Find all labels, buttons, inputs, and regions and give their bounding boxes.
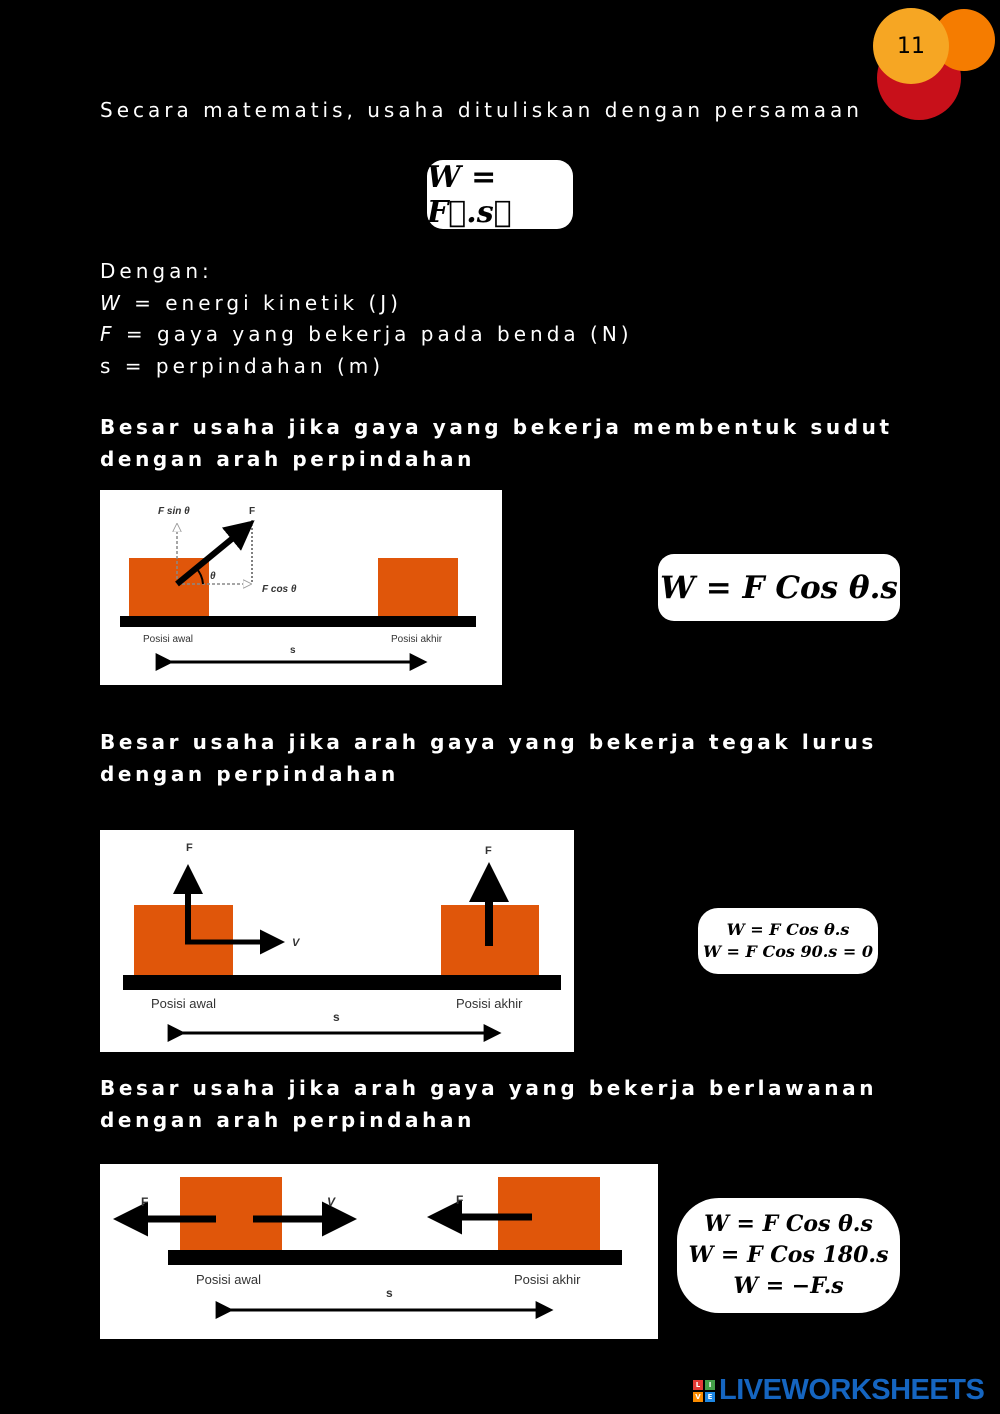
diagram-opposite-svg [100, 1164, 658, 1339]
label-f: F [186, 842, 193, 854]
ground [168, 1250, 622, 1265]
label-v: V [327, 1195, 336, 1209]
definition-item: s = perpindahan (m) [100, 353, 385, 378]
label-f-end: F [485, 845, 492, 857]
label-start: Posisi awal [196, 1272, 262, 1287]
logo-icon: L I V E [693, 1380, 715, 1402]
section-3-heading: Besar usaha jika arah gaya yang bekerja berlawanan dengan arah perpindahan [100, 1076, 878, 1132]
block-start [180, 1177, 282, 1250]
section-1-heading: Besar usaha jika gaya yang bekerja membentuk sudut dengan arah perpindahan [100, 415, 893, 471]
diagram-perpendicular-svg [100, 830, 574, 1052]
section-2-heading: Besar usaha jika arah gaya yang bekerja tegak lurus dengan perpindahan [100, 730, 877, 786]
label-f: F [249, 506, 256, 517]
label-start: Posisi awal [151, 996, 217, 1011]
diagram-perpendicular [100, 830, 574, 1052]
formula-angle: W = F Cos θ.s [658, 554, 900, 621]
page-number: 11 [897, 33, 925, 59]
label-end: Posisi akhir [456, 996, 523, 1011]
definitions [100, 256, 633, 382]
definition-item: F = gaya yang bekerja pada benda (N) [100, 322, 633, 346]
definition-item: W = energi kinetik (J) [100, 290, 402, 315]
definitions-heading: Dengan: [100, 259, 213, 283]
block-end [378, 558, 458, 616]
label-f-end: F [456, 1193, 464, 1207]
label-end: Posisi akhir [391, 634, 443, 645]
label-v: V [292, 937, 300, 949]
diagram-angle [100, 490, 502, 685]
page-number-badge [873, 8, 949, 84]
formula-opposite: W = F Cos θ.s W = F Cos 180.s W = −F.s [677, 1198, 900, 1313]
main-formula: W = F⃗.s⃗ [427, 160, 573, 229]
diagram-opposite [100, 1164, 658, 1339]
label-s: s [333, 1010, 340, 1024]
label-s: s [290, 645, 296, 656]
label-start: Posisi awal [143, 634, 194, 645]
ground [123, 975, 561, 990]
diagram-angle-svg [100, 490, 502, 685]
liveworksheets-logo[interactable] [693, 1374, 984, 1407]
label-s: s [386, 1286, 393, 1300]
logo-text: LIVEWORKSHEETS [719, 1374, 985, 1406]
label-f-cos: F cos θ [262, 584, 297, 595]
intro-text: Secara matematis, usaha dituliskan dengan persamaan [100, 98, 863, 122]
label-theta: θ [210, 571, 216, 582]
formula-perpendicular: W = F Cos θ.s W = F Cos 90.s = 0 [698, 908, 878, 974]
ground [120, 616, 476, 627]
label-f: F [141, 1195, 149, 1209]
label-f-sin: F sin θ [158, 506, 190, 517]
label-end: Posisi akhir [514, 1272, 581, 1287]
